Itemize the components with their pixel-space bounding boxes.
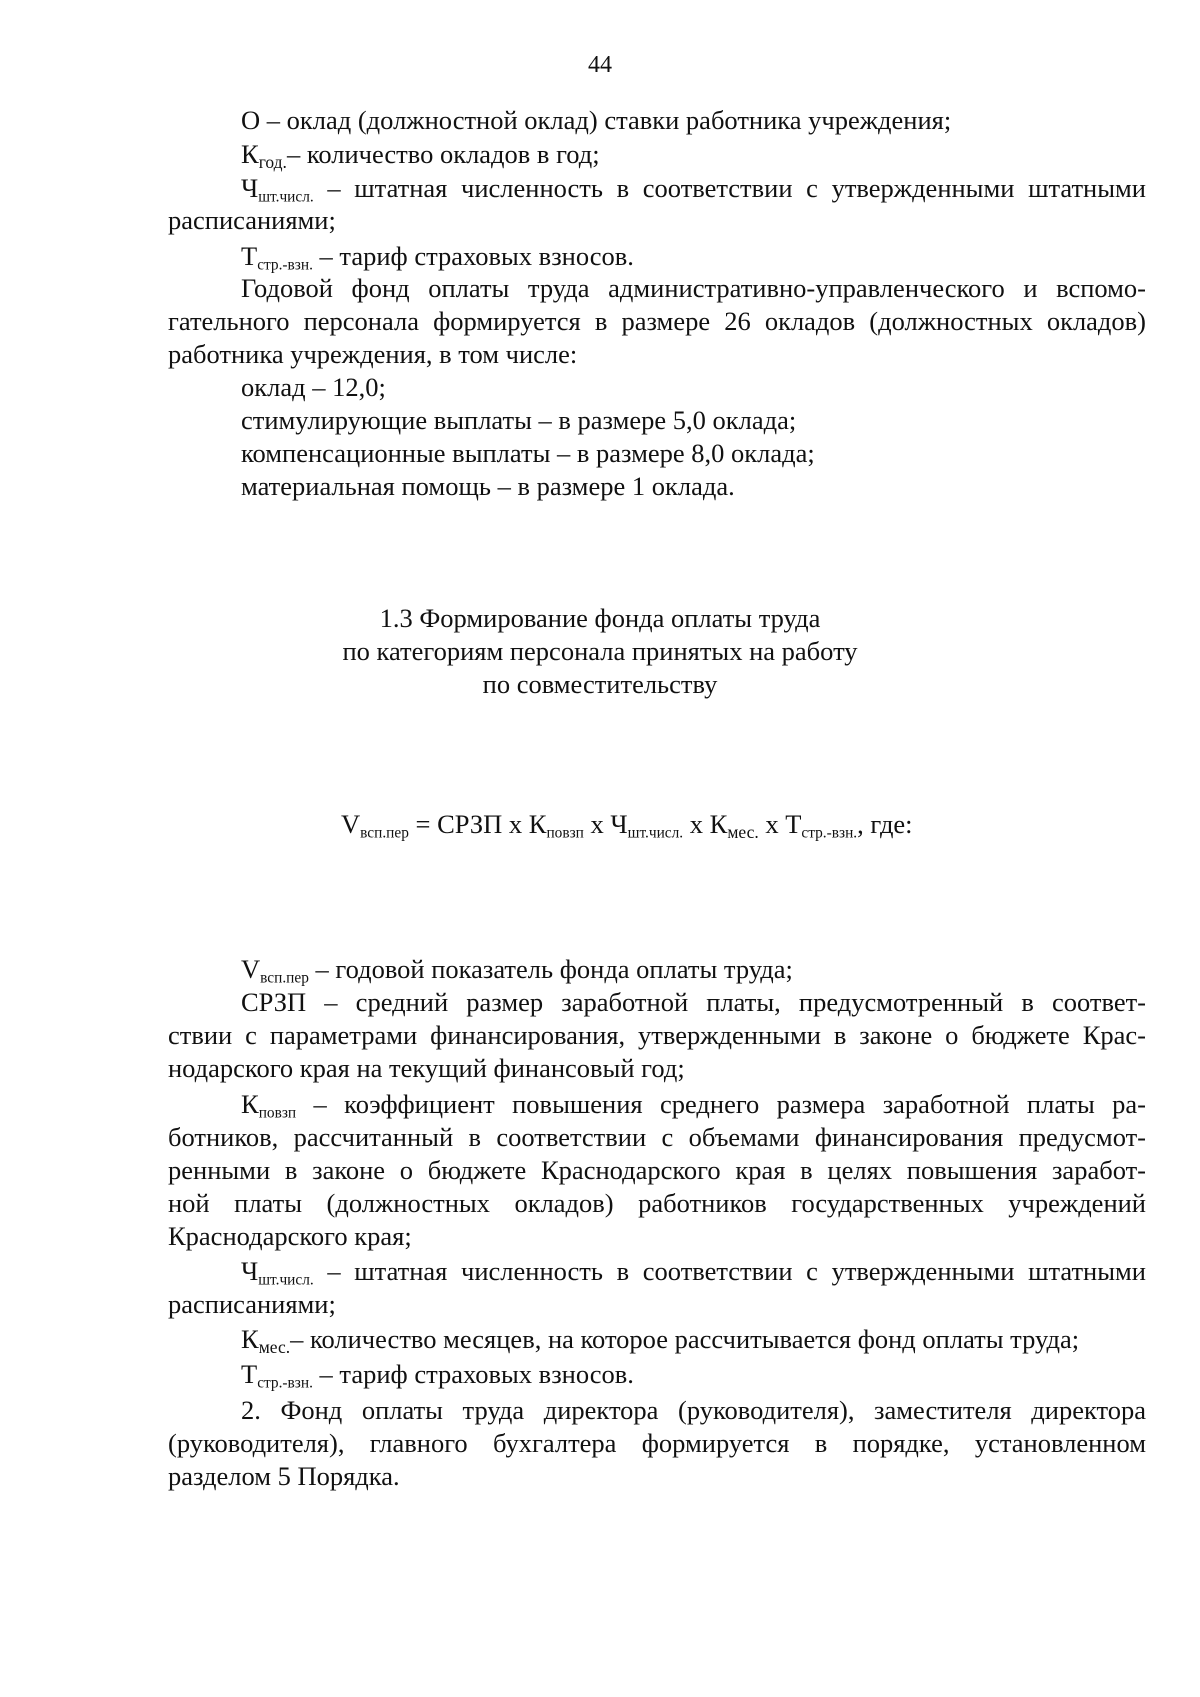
definition-chsht2-line1: $Ч_{шт.числ.}$ – штатная численность в соответствии с утвержденными штатными — [241, 1256, 1146, 1289]
page-number: 44 — [588, 52, 612, 78]
definition-chsht-line1: $Ч_{шт.числ.}$ – штатная численность в соответствии с утвержденными штатными — [241, 173, 1146, 206]
paragraph-2-line2: (руководителя), главного бухгалтера формируется в порядке, установленном — [168, 1428, 1146, 1458]
list-item: материальная помощь – в размере 1 оклада. — [241, 471, 735, 501]
definition-kpovzp-line3: ренными в законе о бюджете Краснодарского края в целях повышения заработ- — [168, 1155, 1146, 1185]
section-title-line1: 1.3 Формирование фонда оплаты труда — [379, 603, 821, 633]
definition-tstr2: $Т_{стр.-взн.}$ – тариф страховых взносов. — [241, 1359, 634, 1392]
list-item: оклад – 12,0; — [241, 372, 386, 402]
list-item: стимулирующие выплаты – в размере 5,0 оклада; — [241, 405, 797, 435]
paragraph-2-line3: разделом 5 Порядка. — [168, 1461, 400, 1491]
section-title-line2: по категориям персонала принятых на работу — [342, 636, 858, 666]
definition-kpovzp-line4: ной платы (должностных окладов) работников государственных учреждений — [168, 1188, 1146, 1218]
fund-paragraph-line1: Годовой фонд оплаты труда административно-управленческого и вспомо- — [241, 273, 1146, 303]
formula: $V_{всп.пер}$ = СРЗП х $К_{повзп}$ х $Ч_{шт.числ.}$ х $К_{мес.}$ х $Т_{стр.-взн.}$, где: — [341, 809, 913, 843]
definition-srzp-line3: нодарского края на текущий финансовый год; — [168, 1053, 685, 1083]
definition-kgod: $К_{год.}-$ количество окладов в год; — [241, 139, 600, 173]
definition-tstr: $Т_{стр.-взн.}$ – тариф страховых взносов. — [241, 241, 634, 274]
section-title-line3: по совместительству — [482, 669, 718, 699]
fund-paragraph-line3: работника учреждения, в том числе: — [168, 339, 578, 369]
definition-srzp-line2: ствии с параметрами финансирования, утвержденными в законе о бюджете Крас- — [168, 1020, 1146, 1050]
definition-srzp-line1: СРЗП – средний размер заработной платы, предусмотренный в соответ- — [241, 987, 1146, 1017]
definition-kpovzp-line5: Краснодарского края; — [168, 1221, 412, 1251]
definition-o: О – оклад (должностной оклад) ставки работника учреждения; — [241, 105, 952, 135]
paragraph-2-line1: 2. Фонд оплаты труда директора (руководителя), заместителя директора — [241, 1395, 1146, 1425]
definition-chsht2-line2: расписаниями; — [168, 1289, 336, 1319]
list-item: компенсационные выплаты – в размере 8,0 оклада; — [241, 438, 815, 468]
definition-kmes: $К_{мес.}-$ количество месяцев, на которое рассчитывается фонд оплаты труда; — [241, 1324, 1080, 1358]
definition-v: $V_{всп.пер}$ – годовой показатель фонда оплаты труда; — [241, 954, 793, 987]
fund-paragraph-line2: гательного персонала формируется в размере 26 окладов (должностных окладов) — [168, 306, 1146, 336]
definition-kpovzp-line1: $К_{повзп}$ – коэффициент повышения среднего размера заработной платы ра- — [241, 1089, 1146, 1122]
definition-chsht-line2: расписаниями; — [168, 205, 336, 235]
definition-kpovzp-line2: ботников, рассчитанный в соответствии с объемами финансирования предусмот- — [168, 1122, 1146, 1152]
